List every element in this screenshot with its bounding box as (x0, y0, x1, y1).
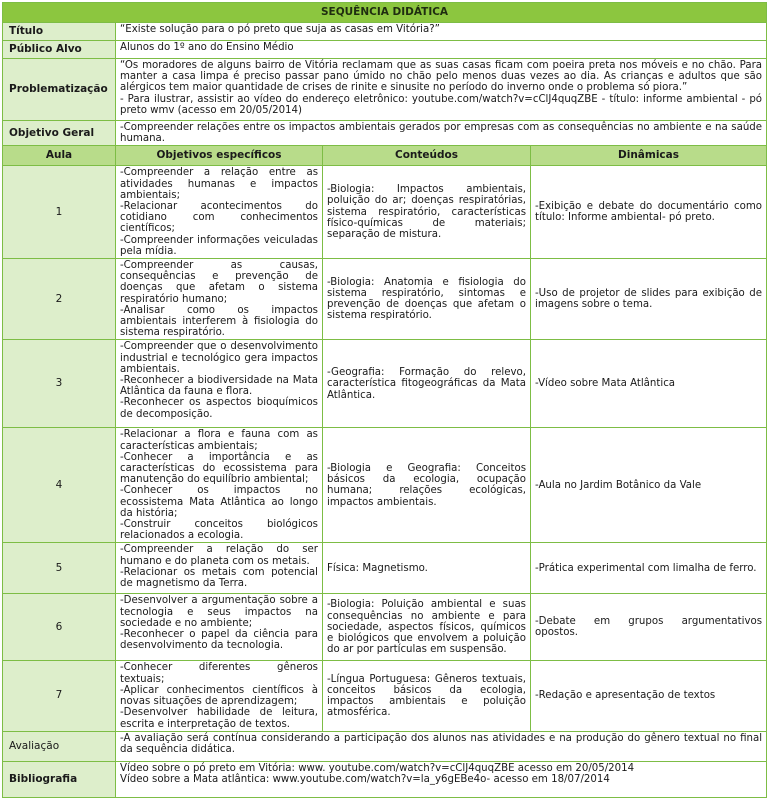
footer-text-line: -A avaliação será contínua considerando a participação dos alunos nas atividades e na produção do gênero textual no final da sequência didática. (120, 732, 763, 755)
lesson-row (3, 661, 767, 731)
footer-row (3, 761, 767, 797)
info-value (116, 41, 767, 59)
info-label: Título (3, 23, 116, 41)
lesson-dynamics: -Exibição e debate do documentário como título: Informe ambiental- pó preto. (531, 166, 767, 259)
objective-item: -Analisar como os impactos ambientais interferem à fisiologia do sistema respiratório. (120, 304, 318, 339)
info-value (116, 23, 767, 41)
objective-item: -Conhecer diferentes gêneros textuais; (120, 662, 318, 685)
lesson-number: 5 (3, 543, 116, 594)
info-label: Objetivo Geral (3, 121, 116, 146)
lesson-number: 4 (3, 428, 116, 543)
lesson-number: 1 (3, 166, 116, 259)
lesson-contents: -Biologia: Impactos ambientais, poluição do ar; doenças respiratórias, sistema respiratório, características físico-químicas de materiais; separação de mistura. (323, 166, 531, 259)
objective-item: -Reconhecer a biodiversidade na Mata Atlântica da fauna e flora. (120, 375, 318, 398)
lesson-dynamics: -Redação e apresentação de textos (531, 661, 767, 731)
objective-item: -Relacionar a flora e fauna com as características ambientais; (120, 429, 318, 452)
lesson-objectives (116, 340, 323, 428)
objective-item: -Compreender que o desenvolvimento industrial e tecnológico gera impactos ambientais. (120, 341, 318, 375)
document-title: SEQUÊNCIA DIDÁTICA (3, 3, 767, 23)
lesson-dynamics: -Uso de projetor de slides para exibição de imagens sobre o tema. (531, 259, 767, 340)
lesson-row (3, 166, 767, 259)
info-row (3, 23, 767, 41)
lesson-number: 3 (3, 340, 116, 428)
info-text-line: “Existe solução para o pó preto que suja as casas em Vitória?” (120, 24, 440, 35)
footer-value (116, 731, 767, 761)
footer-text-line: Vídeo sobre o pó preto em Vitória: www. youtube.com/watch?v=cClJ4quqZBE acesso em 20/05/2014 (120, 762, 635, 774)
objective-item: -Reconhecer o papel da ciência para desenvolvimento da tecnologia. (120, 629, 318, 652)
footer-row (3, 731, 767, 761)
objective-item: -Compreender a relação entre as atividades humanas e impactos ambientais; (120, 167, 318, 201)
lesson-row (3, 428, 767, 543)
objective-item: -Desenvolver a argumentação sobre a tecnologia e seus impactos na sociedade e no ambiente; (120, 595, 318, 629)
lesson-objectives (116, 543, 323, 594)
info-text-line: Alunos do 1º ano do Ensino Médio (120, 42, 294, 53)
objective-item: -Compreender informações veiculadas pela mídia. (120, 234, 318, 257)
lesson-dynamics: -Vídeo sobre Mata Atlântica (531, 340, 767, 428)
column-header: Conteúdos (323, 146, 531, 166)
objective-item: -Aplicar conhecimentos científicos à novas situações de aprendizagem; (120, 684, 318, 708)
lesson-number: 2 (3, 259, 116, 340)
lesson-row (3, 340, 767, 428)
objective-item: -Conhecer a importância e as características do ecossistema para manutenção do equilíbrio ambiental; (120, 451, 318, 486)
objective-item: -Relacionar os metais com potencial de magnetismo da Terra. (120, 566, 318, 590)
objective-item: -Reconhecer os aspectos bioquímicos de decomposição. (120, 397, 318, 420)
lesson-contents: -Geografia: Formação do relevo, característica fitogeográficas da Mata Atlântica. (323, 340, 531, 428)
lesson-dynamics: -Debate em grupos argumentativos opostos. (531, 594, 767, 661)
info-label: Público Alvo (3, 41, 116, 59)
footer-text-line: Vídeo sobre a Mata atlântica: www.youtube.com/watch?v=la_y6gEBe4o- acesso em 18/07/2014 (120, 773, 610, 785)
column-header: Dinâmicas (531, 146, 767, 166)
lesson-objectives (116, 259, 323, 340)
lesson-objectives (116, 166, 323, 259)
info-label: Problematização (3, 59, 116, 121)
lesson-contents: Física: Magnetismo. (323, 543, 531, 594)
objective-item: -Conhecer os impactos no ecossistema Mata Atlântica ao longo da história; (120, 485, 318, 519)
column-header-row (3, 146, 767, 166)
objective-item: -Compreender a relação do ser humano e do planeta com os metais. (120, 544, 318, 567)
lesson-contents: -Biologia: Poluição ambiental e suas consequências no ambiente e para sociedade, aspectos físicos, químicos e biológicos que envolvem a poluição do ar por partículas em suspensão. (323, 594, 531, 661)
objective-item: -Construir conceitos biológicos relacionados a ecologia. (120, 519, 318, 542)
lesson-row (3, 594, 767, 661)
footer-value (116, 761, 767, 797)
info-text-line: “Os moradores de alguns bairro de Vitória reclamam que as suas casas ficam com poeira preta nos móveis e no chão. Para manter a casa limpa é preciso passar pano úmido no chão pelo menos duas vezes ao dia. As crianças e adultos que são alérgicos tem maior quantidade de crises de rinite e sinusite no período do inverno onde o problema só piora.” (120, 60, 763, 94)
info-row (3, 59, 767, 121)
lesson-dynamics: -Aula no Jardim Botânico da Vale (531, 428, 767, 543)
lesson-dynamics: -Prática experimental com limalha de ferro. (531, 543, 767, 594)
footer-label: Bibliografia (3, 761, 116, 797)
lesson-contents: -Biologia: Anatomia e fisiologia do sistema respiratório, sintomas e prevenção de doenças que afetam o sistema respiratório. (323, 259, 531, 340)
didactic-sequence-document (2, 2, 766, 798)
lesson-objectives (116, 661, 323, 731)
lesson-contents: -Biologia e Geografia: Conceitos básicos da ecologia, ocupação humana; relações ecológicas, impactos ambientais. (323, 428, 531, 543)
lesson-contents: -Língua Portuguesa: Gêneros textuais, conceitos básicos da ecologia, impactos ambientais e poluição atmosférica. (323, 661, 531, 731)
column-header: Objetivos específicos (116, 146, 323, 166)
info-row (3, 41, 767, 59)
footer-label: Avaliação (3, 731, 116, 761)
lesson-objectives (116, 428, 323, 543)
lesson-number: 6 (3, 594, 116, 661)
info-row (3, 121, 767, 146)
info-text-line: - Para ilustrar, assistir ao vídeo do endereço eletrônico: youtube.com/watch?v=cClJ4quqZBE - título: informe ambiental - pó preto wmv (acesso em 20/05/2014) (120, 93, 763, 116)
column-header: Aula (3, 146, 116, 166)
info-value (116, 59, 767, 121)
lesson-row (3, 543, 767, 594)
lesson-row (3, 259, 767, 340)
didactic-sequence-table (2, 2, 767, 798)
lesson-number: 7 (3, 661, 116, 731)
lesson-objectives (116, 594, 323, 661)
objective-item: -Desenvolver habilidade de leitura, escrita e interpretação de textos. (120, 707, 318, 730)
info-text-line: -Compreender relações entre os impactos ambientais gerados por empresas com as consequências no ambiente e na saúde humana. (120, 122, 763, 145)
objective-item: -Relacionar acontecimentos do cotidiano com conhecimentos científicos; (120, 201, 318, 235)
objective-item: -Compreender as causas, consequências e prevenção de doenças que afetam o sistema respiratório humano; (120, 260, 318, 305)
info-value (116, 121, 767, 146)
title-row (3, 3, 767, 23)
